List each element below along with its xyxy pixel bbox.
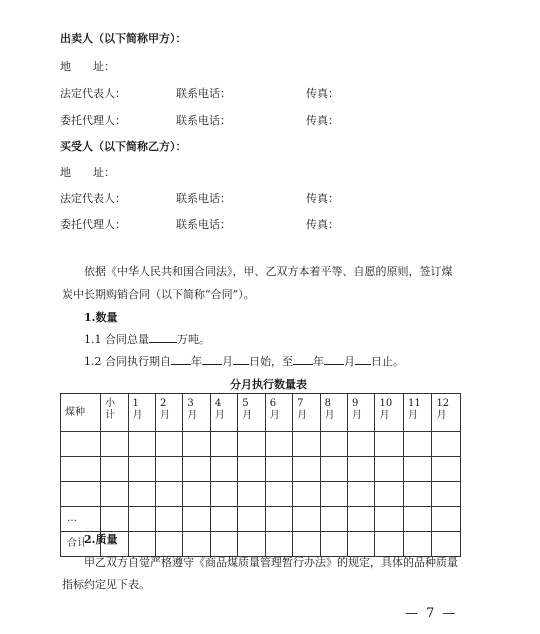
table-cell[interactable] — [101, 432, 128, 457]
table-cell[interactable] — [238, 532, 265, 557]
section2-title: 2.质量 — [84, 533, 118, 546]
table-cell[interactable] — [238, 432, 265, 457]
table-cell[interactable] — [210, 482, 237, 507]
table-cell[interactable] — [265, 482, 292, 507]
table-cell[interactable] — [320, 482, 347, 507]
table-cell[interactable] — [155, 507, 182, 532]
table-cell[interactable] — [375, 457, 403, 482]
item-1-2 — [84, 353, 404, 369]
buyer-agent-label: 委托代理人： — [60, 218, 126, 231]
start-year-blank[interactable] — [171, 353, 191, 365]
table-cell[interactable] — [375, 532, 403, 557]
table-cell[interactable] — [293, 532, 320, 557]
year-label-2: 年 — [313, 355, 324, 368]
monthly-quantity-table — [60, 393, 461, 557]
end-day-blank[interactable] — [355, 353, 371, 365]
table-cell[interactable] — [403, 432, 431, 457]
table-cell[interactable] — [432, 482, 461, 507]
end-month-blank[interactable] — [324, 353, 344, 365]
table-header-row — [61, 394, 461, 432]
seller-address-label: 地 址： — [60, 60, 115, 73]
table-cell[interactable] — [128, 432, 155, 457]
table-header-cell: 10 月 — [375, 394, 403, 432]
table-cell[interactable] — [432, 507, 461, 532]
table-cell[interactable] — [320, 432, 347, 457]
table-cell[interactable] — [210, 507, 237, 532]
table-cell[interactable] — [348, 432, 375, 457]
table-header-cell: 小 计 — [101, 394, 128, 432]
seller-fax-label: 传真： — [306, 87, 339, 100]
table-row — [61, 507, 461, 532]
table-cell[interactable] — [238, 457, 265, 482]
row-label-cell: … — [61, 507, 101, 532]
table-header-cell: 7 月 — [293, 394, 320, 432]
table-cell[interactable] — [155, 457, 182, 482]
table-header-cell: 煤种 — [61, 394, 101, 432]
table-header-cell: 9 月 — [348, 394, 375, 432]
table-cell[interactable] — [101, 457, 128, 482]
table-cell[interactable] — [432, 532, 461, 557]
table-cell[interactable] — [128, 532, 155, 557]
table-cell[interactable] — [265, 432, 292, 457]
table-cell[interactable] — [432, 457, 461, 482]
month-label-2: 月 — [344, 355, 355, 368]
table-row — [61, 532, 461, 557]
table-cell[interactable] — [210, 532, 237, 557]
buyer-phone-label: 联系电话： — [176, 192, 231, 205]
row-label-cell: 合计 — [61, 532, 101, 557]
table-row — [61, 457, 461, 482]
table-cell[interactable] — [293, 507, 320, 532]
table-header-cell: 4 月 — [210, 394, 237, 432]
table-cell[interactable] — [155, 482, 182, 507]
buyer-legal-rep-label: 法定代表人： — [60, 192, 126, 205]
table-cell[interactable] — [210, 457, 237, 482]
intro-line1: 依据《中华人民共和国合同法》，甲、乙双方本着平等、自愿的原则，签订煤 — [84, 265, 453, 278]
table-cell[interactable] — [320, 507, 347, 532]
table-cell[interactable] — [403, 507, 431, 532]
table-cell[interactable] — [265, 532, 292, 557]
table-cell[interactable] — [128, 482, 155, 507]
table-cell[interactable] — [403, 532, 431, 557]
table-cell[interactable] — [183, 457, 210, 482]
table-cell[interactable] — [432, 432, 461, 457]
table-cell[interactable] — [375, 482, 403, 507]
item-1-2-prefix: 1.2 合同执行期自 — [84, 355, 171, 368]
table-cell[interactable] — [375, 432, 403, 457]
buyer-fax-label: 传真： — [306, 192, 339, 205]
table-header-cell: 11 月 — [403, 394, 431, 432]
section2-line2: 指标约定见下表。 — [62, 578, 150, 591]
seller-agent-label: 委托代理人： — [60, 114, 126, 127]
day-end-label: 日止。 — [371, 355, 404, 368]
table-cell[interactable] — [101, 507, 128, 532]
day-start-label: 日始，至 — [249, 355, 293, 368]
row-label-cell — [61, 432, 101, 457]
month-label: 月 — [222, 355, 233, 368]
table-cell[interactable] — [293, 482, 320, 507]
table-cell[interactable] — [155, 532, 182, 557]
buyer-agent-fax-label: 传真： — [306, 218, 339, 231]
table-cell[interactable] — [348, 482, 375, 507]
table-cell[interactable] — [348, 532, 375, 557]
table-cell[interactable] — [293, 457, 320, 482]
year-label: 年 — [191, 355, 202, 368]
table-cell[interactable] — [183, 532, 210, 557]
table-cell[interactable] — [128, 507, 155, 532]
start-day-blank[interactable] — [233, 353, 249, 365]
table-cell[interactable] — [183, 482, 210, 507]
table-cell[interactable] — [265, 507, 292, 532]
seller-agent-phone-label: 联系电话： — [176, 114, 231, 127]
page-number: — 7 — — [405, 606, 458, 621]
item-1-1-prefix: 1.1 合同总量 — [84, 333, 149, 346]
table-title: 分月执行数量表 — [230, 378, 307, 391]
table-row — [61, 432, 461, 457]
table-cell[interactable] — [101, 482, 128, 507]
intro-line2: 炭中长期购销合同（以下简称“合同”）。 — [62, 288, 255, 301]
total-amount-blank[interactable] — [149, 331, 177, 343]
table-row — [61, 482, 461, 507]
table-cell[interactable] — [155, 432, 182, 457]
row-label-cell — [61, 457, 101, 482]
table-cell[interactable] — [128, 457, 155, 482]
table-header-cell: 8 月 — [320, 394, 347, 432]
seller-agent-fax-label: 传真： — [306, 114, 339, 127]
table-cell[interactable] — [348, 457, 375, 482]
table-header-cell: 3 月 — [183, 394, 210, 432]
table-cell[interactable] — [293, 432, 320, 457]
start-month-blank[interactable] — [202, 353, 222, 365]
table-cell[interactable] — [320, 532, 347, 557]
table-cell[interactable] — [403, 457, 431, 482]
table-header-cell: 12 月 — [432, 394, 461, 432]
table-cell[interactable] — [403, 482, 431, 507]
table-header-cell: 2 月 — [155, 394, 182, 432]
table-cell[interactable] — [375, 507, 403, 532]
table-header-cell: 5 月 — [238, 394, 265, 432]
table-cell[interactable] — [183, 507, 210, 532]
table-cell[interactable] — [210, 432, 237, 457]
table-cell[interactable] — [320, 457, 347, 482]
item-1-1 — [84, 331, 210, 347]
buyer-address-label: 地 址： — [60, 166, 115, 179]
row-label-cell — [61, 482, 101, 507]
table-cell[interactable] — [183, 432, 210, 457]
seller-legal-rep-label: 法定代表人： — [60, 87, 126, 100]
table-cell[interactable] — [238, 507, 265, 532]
section2-line1: 甲乙双方自觉严格遵守《商品煤质量管理暂行办法》的规定，具体的品种质量 — [84, 556, 458, 569]
seller-heading: 出卖人（以下简称甲方）： — [60, 32, 187, 45]
buyer-heading: 买受人（以下简称乙方）： — [60, 140, 187, 153]
table-cell[interactable] — [348, 507, 375, 532]
table-header-cell: 6 月 — [265, 394, 292, 432]
item-1-1-suffix: 万吨。 — [177, 333, 210, 346]
table-cell[interactable] — [238, 482, 265, 507]
seller-phone-label: 联系电话： — [176, 87, 231, 100]
buyer-agent-phone-label: 联系电话： — [176, 218, 231, 231]
end-year-blank[interactable] — [293, 353, 313, 365]
section1-title: 1.数量 — [84, 311, 118, 324]
table-header-cell: 1 月 — [128, 394, 155, 432]
table-cell[interactable] — [265, 457, 292, 482]
